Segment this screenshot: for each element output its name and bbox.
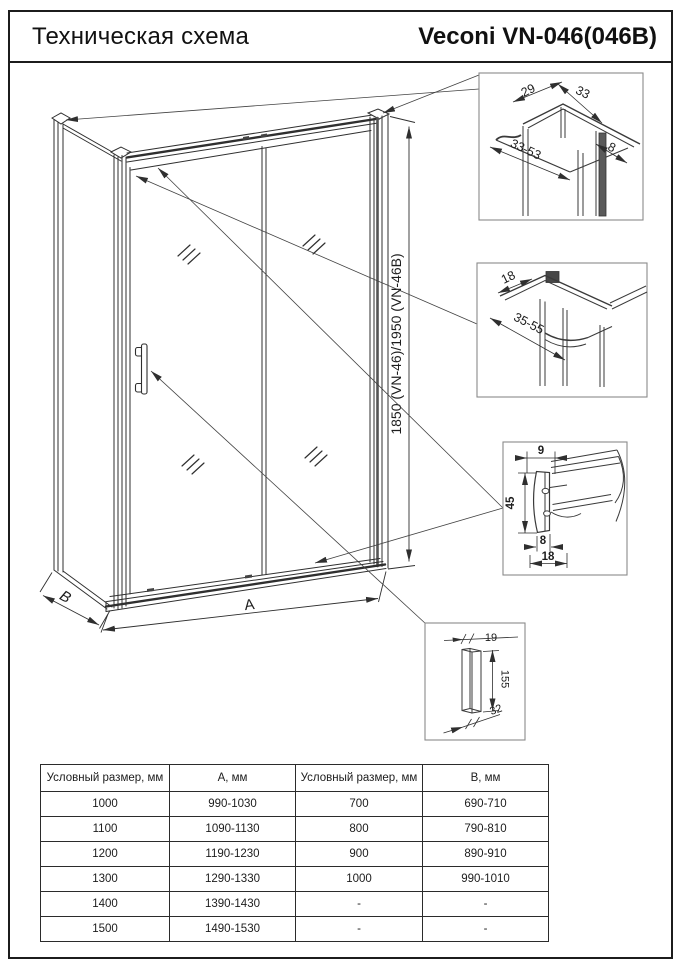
detail3-dim-9: 9 (537, 445, 545, 457)
depth-dimension-label: B (56, 587, 74, 607)
side-panel (52, 113, 121, 609)
detail-box-wall-profile (503, 442, 627, 575)
depth-dimension-b (40, 573, 110, 629)
product-model: Veconi VN-046(046B) (418, 22, 657, 50)
cell: 990-1030 (170, 792, 296, 817)
cell: - (423, 892, 549, 917)
col-header-size-a: Условный размер, мм (41, 765, 170, 792)
cell: 1000 (41, 792, 170, 817)
detail2-dim-18: 18 (498, 268, 518, 287)
shower-enclosure-drawing (52, 109, 389, 615)
front-left-wall-profile (111, 147, 131, 610)
cell: 790-810 (423, 817, 549, 842)
table-row (41, 892, 549, 917)
door-panels (130, 147, 266, 595)
table-row (41, 792, 549, 817)
cell: 1490-1530 (170, 917, 296, 942)
cell: 1000 (296, 867, 423, 892)
cell: 1500 (41, 917, 170, 942)
col-header-b-mm: В, мм (423, 765, 549, 792)
cell: 1100 (41, 817, 170, 842)
detail-box-bottom-guide (477, 263, 647, 397)
table-header-row (41, 765, 549, 792)
detail4-dim-32: 32 (488, 702, 504, 718)
cell: 990-1010 (423, 867, 549, 892)
cell: 890-910 (423, 842, 549, 867)
detail2-dim-35-55: 35-55 (511, 309, 547, 337)
right-wall-profile (368, 109, 389, 568)
cell: 900 (296, 842, 423, 867)
cell: 700 (296, 792, 423, 817)
height-dimension-label: 1850 (VN-46)/1950 (VN-46B) (388, 253, 404, 435)
detail4-dim-19: 19 (484, 632, 498, 644)
size-table (40, 764, 549, 942)
cell: - (296, 917, 423, 942)
page-title: Техническая схема (32, 22, 250, 50)
detail-box-handle (425, 623, 525, 740)
detail1-dim-33: 33 (573, 83, 593, 102)
cell: 1090-1130 (170, 817, 296, 842)
cell: 1400 (41, 892, 170, 917)
detail1-dim-33-53: 33-53 (508, 136, 544, 163)
detail1-dim-29: 29 (518, 81, 538, 100)
table-row (41, 867, 549, 892)
detail3-dim-8: 8 (539, 535, 547, 547)
detail-box-top-profile (479, 73, 643, 220)
table-row (41, 817, 549, 842)
width-dimension-label: A (243, 596, 256, 615)
door-handle (136, 344, 148, 394)
cell: - (296, 892, 423, 917)
col-header-a-mm: А, мм (170, 765, 296, 792)
detail3-dim-45: 45 (505, 496, 517, 510)
detail3-dim-18: 18 (541, 551, 555, 563)
height-dimension (388, 117, 415, 570)
glass-hatch-marks (178, 235, 327, 474)
table-row (41, 917, 549, 942)
cell: - (423, 917, 549, 942)
cell: 690-710 (423, 792, 549, 817)
col-header-size-b: Условный размер, мм (296, 765, 423, 792)
detail4-dim-155: 155 (498, 669, 511, 689)
cell: 1190-1230 (170, 842, 296, 867)
cell: 1390-1430 (170, 892, 296, 917)
handle-art (462, 649, 481, 714)
cell: 800 (296, 817, 423, 842)
cell: 1200 (41, 842, 170, 867)
table-row (41, 842, 549, 867)
top-rail (127, 114, 379, 170)
cell: 1290-1330 (170, 867, 296, 892)
cell: 1300 (41, 867, 170, 892)
detail1-dim-8: 8 (605, 139, 618, 156)
